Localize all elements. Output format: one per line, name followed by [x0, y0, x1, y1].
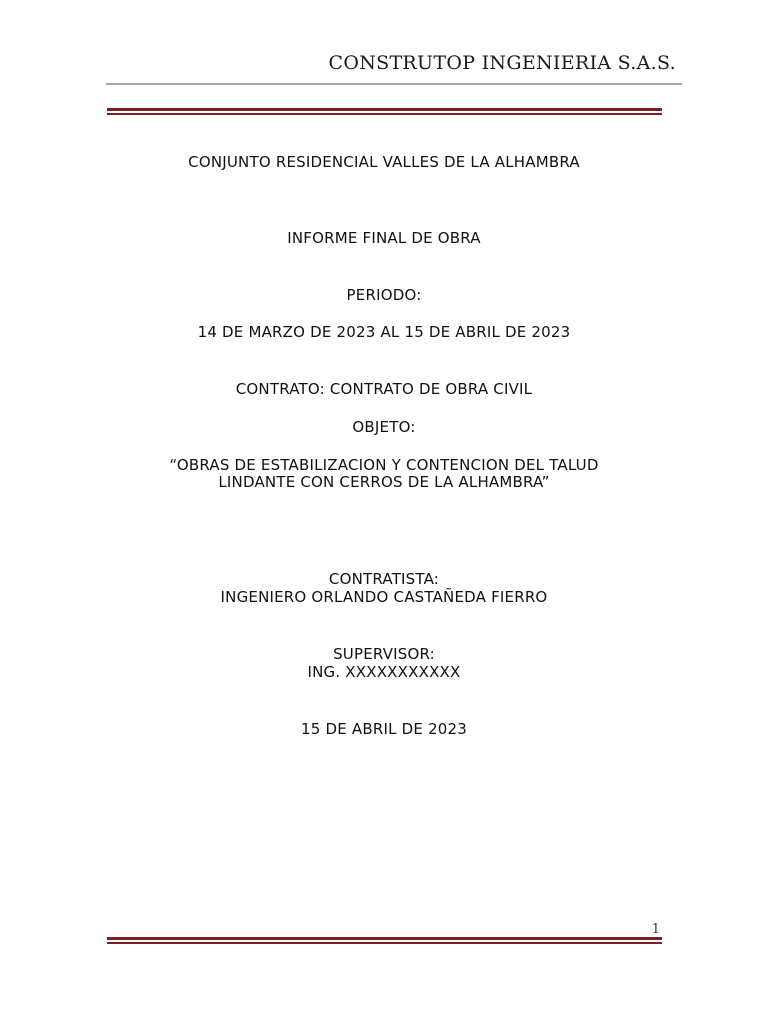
- contractor-name: INGENIERO ORLANDO CASTAÑEDA FIERRO: [220, 588, 548, 606]
- company-header: CONSTRUTOP INGENIERIA S.A.S.: [328, 52, 676, 74]
- header-gray-rule: [106, 83, 682, 85]
- object-label: OBJETO:: [352, 418, 416, 436]
- contract-line: CONTRATO: CONTRATO DE OBRA CIVIL: [235, 380, 533, 398]
- contractor-label: CONTRATISTA:: [328, 570, 440, 588]
- object-description-line-2: LINDANTE CON CERROS DE LA ALHAMBRA”: [218, 473, 550, 491]
- footer-maroon-line-top: [107, 937, 662, 940]
- footer-maroon-double-rule: [107, 937, 662, 944]
- header-maroon-double-rule: [107, 108, 662, 115]
- header-maroon-line-top: [107, 108, 662, 111]
- period-value: 14 DE MARZO DE 2023 AL 15 DE ABRIL DE 2023: [197, 323, 571, 341]
- project-title: CONJUNTO RESIDENCIAL VALLES DE LA ALHAMBRA: [188, 153, 580, 171]
- object-description-line-1: “OBRAS DE ESTABILIZACION Y CONTENCION DEL TALUD: [169, 456, 599, 474]
- page-number: 1: [651, 922, 660, 937]
- report-title: INFORME FINAL DE OBRA: [287, 229, 481, 247]
- period-label: PERIODO:: [346, 286, 422, 304]
- supervisor-name: ING. XXXXXXXXXXX: [307, 663, 461, 681]
- report-date: 15 DE ABRIL DE 2023: [301, 720, 467, 738]
- header-maroon-line-bottom: [107, 113, 662, 115]
- supervisor-label: SUPERVISOR:: [333, 645, 435, 663]
- footer-maroon-line-bottom: [107, 942, 662, 944]
